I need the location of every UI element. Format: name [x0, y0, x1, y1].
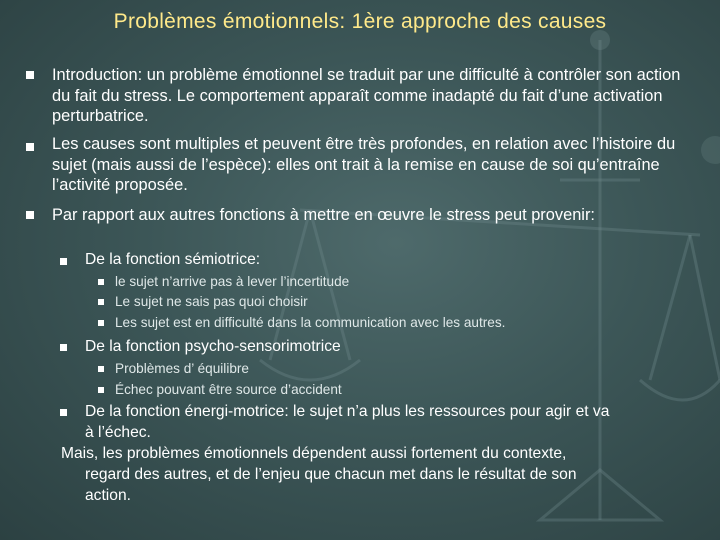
sub-bullet-psycho: De la fonction psycho-sensorimotrice [85, 338, 341, 355]
semiotrice-item: le sujet n’arrive pas à lever l’incertitude [115, 274, 350, 289]
sub-bullet-semiotrice: De la fonction sémiotrice: [85, 251, 261, 268]
conclusion-line2: regard des autres, et de l’enjeu que chacun met dans le résultat de son [85, 466, 577, 483]
bullet-autres-fonctions: Par rapport aux autres fonctions à mettre en œuvre le stress peut provenir: [52, 206, 595, 224]
sub-bullet-energi-line2: à l’échec. [85, 424, 151, 441]
conclusion-line3: action. [85, 487, 131, 504]
sub-bullet-energi-line1: De la fonction énergi-motrice: le sujet n’a plus les ressources pour agir et va [85, 403, 610, 420]
semiotrice-item: Le sujet ne sais pas quoi choisir [115, 294, 308, 309]
psycho-item: Échec pouvant être source d’accident [115, 382, 342, 397]
sub-sub-bullet-marker [98, 366, 104, 372]
sub-sub-bullet-marker [98, 279, 104, 285]
bullet-marker [26, 71, 34, 79]
bullet-introduction: Introduction: un problème émotionnel se traduit par une difficulté à contrôler son action du fait du stress. Le comportement apparaît comme inadapté du fait d’une activation perturbatrice. [52, 66, 681, 126]
sub-bullet-marker [60, 258, 67, 265]
semiotrice-item: Les sujet est en difficulté dans la communication avec les autres. [115, 315, 506, 330]
conclusion-line1: Mais, les problèmes émotionnels dépendent aussi fortement du contexte, [61, 445, 567, 462]
sub-bullet-marker [60, 344, 67, 351]
bullet-marker [26, 143, 34, 151]
bullet-marker [26, 211, 34, 219]
bullet-causes: Les causes sont multiples et peuvent être très profondes, en relation avec l’histoire du sujet (mais aussi de l’espèce): elles ont trait à la remise en cause de soi qu’entraîne l’activité proposée. [52, 135, 676, 195]
psycho-item: Problèmes d’ équilibre [115, 361, 249, 376]
sub-bullet-marker [60, 409, 67, 416]
sub-sub-bullet-marker [98, 299, 104, 305]
slide-title: Problèmes émotionnels: 1ère approche des causes [113, 10, 607, 33]
sub-sub-bullet-marker [98, 387, 104, 393]
sub-sub-bullet-marker [98, 320, 104, 326]
